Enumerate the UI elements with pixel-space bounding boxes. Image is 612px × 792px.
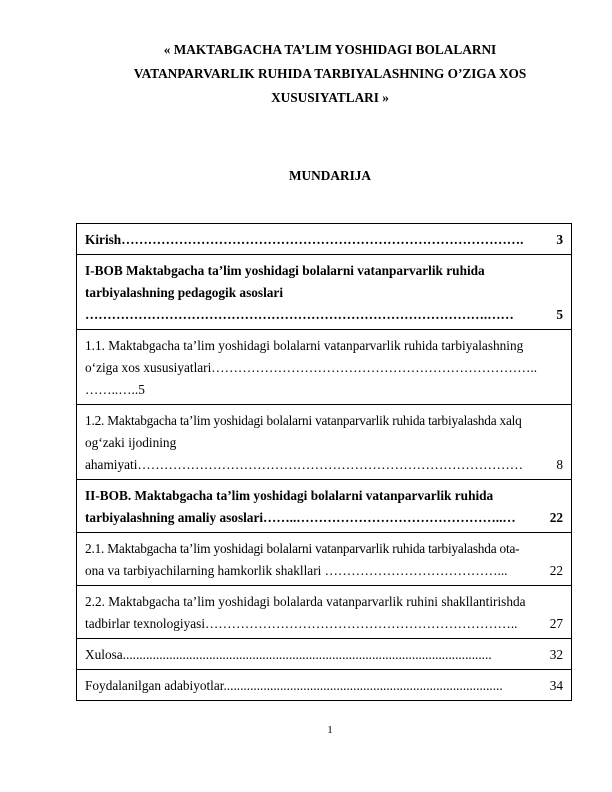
toc-entry-line: ……..…..5 <box>85 382 145 397</box>
toc-page-number: 22 <box>549 510 563 525</box>
toc-page-number: 22 <box>549 563 563 578</box>
toc-row-bob2 <box>77 480 572 533</box>
toc-row-bob1 <box>77 255 572 330</box>
title-line-2: VATANPARVARLIK RUHIDA TARBIYALASHNING O’ZIGA XOS <box>133 66 527 81</box>
title-line-3: XUSUSIYATLARI » <box>271 90 389 105</box>
toc-entry-line: o‘ziga xos xususiyatlari……………………………………………………………….. <box>85 360 538 375</box>
toc-row-kirish <box>77 224 572 255</box>
toc-row-2-1 <box>77 533 572 586</box>
toc-table <box>76 223 572 701</box>
toc-page-number: 32 <box>549 647 563 662</box>
toc-heading: MUNDARIJA <box>289 168 371 183</box>
toc-page-number: 34 <box>549 678 563 693</box>
toc-page-number: 3 <box>556 232 563 247</box>
toc-entry-line: tadbirlar texnologiyasi…………………………………………………………….. <box>85 616 518 631</box>
toc-page-number: 5 <box>556 307 563 322</box>
toc-page-number: 27 <box>549 616 563 631</box>
toc-entry-line: tarbiyalashning pedagogik asoslari <box>85 285 284 300</box>
toc-entry-line: 1.1. Maktabgacha ta’lim yoshidagi bolalarni vatanparvarlik ruhida tarbiyalashning <box>85 338 524 353</box>
toc-row-1-2 <box>77 405 572 480</box>
toc-page-number: 8 <box>556 457 563 472</box>
toc-entry-line: I-BOB Maktabgacha ta’lim yoshidagi bolalarni vatanparvarlik ruhida <box>85 263 485 278</box>
toc-entry-line: og‘zaki ijodining <box>85 435 177 450</box>
document-title <box>60 38 600 110</box>
toc-row-adabiyot <box>77 670 572 701</box>
page-number: 1 <box>327 724 333 736</box>
toc-entry-text: Foydalanilgan adabiyotlar.................................................................................... <box>85 678 503 693</box>
toc-entry-line: 1.2. Maktabgacha ta’lim yoshidagi bolalarni vatanparvarlik ruhida tarbiyalashda xalq <box>85 413 522 428</box>
toc-entry-line: 2.2. Maktabgacha ta’lim yoshidagi bolalarda vatanparvarlik ruhini shakllantirishda <box>85 594 526 609</box>
toc-entry-line: 2.1. Maktabgacha ta’lim yoshidagi bolalarni vatanparvarlik ruhida tarbiyalashda ota- <box>85 541 520 556</box>
toc-entry-text: Xulosa............................................................................................................... <box>85 647 492 662</box>
toc-row-1-1 <box>77 330 572 405</box>
toc-entry-line: ona va tarbiyachilarning hamkorlik shakllari …………………………………... <box>85 563 508 578</box>
toc-entry-dots: ……………………………………………………………………………….…… <box>85 307 514 322</box>
toc-row-2-2 <box>77 586 572 639</box>
toc-row-xulosa <box>77 639 572 670</box>
toc-entry-line: ahamiyati…………………………………………………………………………… <box>85 457 524 472</box>
title-line-1: « MAKTABGACHA TA’LIM YOSHIDAGI BOLALARNI <box>163 42 497 57</box>
toc-entry-line: II-BOB. Maktabgacha ta’lim yoshidagi bolalarni vatanparvarlik ruhida <box>85 488 494 503</box>
toc-entry-line: tarbiyalashning amaliy asoslari……..………………………………………..… <box>85 510 516 525</box>
toc-entry-text: Kirish………………………………………………………………………………. <box>85 232 524 247</box>
